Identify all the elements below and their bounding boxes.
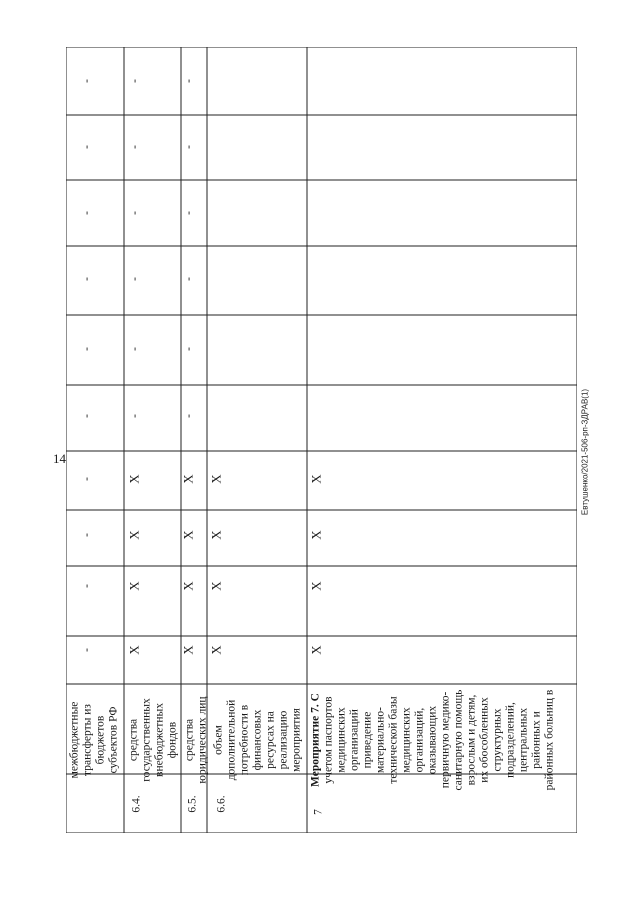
name-line: государственных: [140, 698, 153, 782]
value-cell: X: [308, 474, 324, 484]
name-line: фондов: [166, 721, 179, 759]
value-cell: X: [208, 530, 224, 540]
name-line: юридических лиц: [196, 696, 209, 784]
name-line: потребности в: [238, 704, 251, 776]
name-line: санитарную помощь: [452, 689, 465, 791]
value-cell: -: [127, 277, 141, 281]
name-line: материально-: [374, 707, 387, 773]
name-line: средства: [127, 718, 140, 762]
value-cell: X: [208, 581, 224, 591]
name-line: медицинских: [400, 707, 413, 773]
name-line: взрослым и детям,: [465, 694, 478, 786]
value-cell: -: [127, 414, 141, 418]
value-cell: -: [79, 648, 93, 652]
name-line: технической базы: [387, 696, 400, 784]
name-line: внебюджетных: [153, 703, 166, 777]
value-cell: -: [181, 347, 195, 351]
value-cell: X: [308, 581, 324, 591]
value-cell: X: [126, 530, 142, 540]
value-cell: -: [127, 145, 141, 149]
value-cell: -: [181, 414, 195, 418]
value-cell: -: [181, 79, 195, 83]
value-cell: X: [308, 530, 324, 540]
name-line: районных больниц в: [543, 689, 556, 791]
row-number-7: 7: [312, 809, 325, 815]
name-line: финансовых: [251, 709, 264, 771]
value-cell: X: [180, 645, 196, 655]
value-cell: -: [181, 277, 195, 281]
row-number-6-5: 6.5.: [186, 795, 199, 813]
name-line: первичную медико-: [439, 691, 452, 789]
name-line: реализацию: [277, 710, 290, 770]
value-cell: -: [127, 211, 141, 215]
row-number-6-6: 6.6.: [215, 795, 228, 813]
name-line: бюджетов: [94, 715, 107, 765]
name-line: Мероприятие 7. С: [309, 693, 322, 787]
value-cell: -: [79, 79, 93, 83]
value-cell: X: [208, 645, 224, 655]
name-line: дополнительной: [225, 699, 238, 781]
value-cell: -: [79, 211, 93, 215]
name-line: учетом паспортов: [322, 696, 335, 784]
name-line: структурных: [491, 708, 504, 772]
name-line: объем: [212, 725, 225, 755]
row-number-6-4: 6.4.: [130, 795, 143, 813]
name-line: центральных: [517, 707, 530, 773]
value-cell: X: [180, 474, 196, 484]
name-line: медицинских: [335, 707, 348, 773]
value-cell: -: [127, 347, 141, 351]
value-cell: -: [127, 79, 141, 83]
name-line: оказывающих: [426, 705, 439, 775]
value-cell: X: [126, 581, 142, 591]
data-table: [66, 47, 577, 833]
value-cell: X: [208, 474, 224, 484]
name-line: районных и: [530, 711, 543, 769]
value-cell: X: [126, 645, 142, 655]
name-line: субъектов РФ: [107, 706, 120, 774]
name-line: приведение: [361, 711, 374, 769]
name-line: мероприятия: [290, 708, 303, 772]
value-cell: -: [79, 533, 93, 537]
value-cell: X: [126, 474, 142, 484]
name-line: средства: [183, 718, 196, 762]
name-line: ресурсах на: [264, 711, 277, 769]
value-cell: -: [79, 414, 93, 418]
name-line: организаций,: [413, 707, 426, 773]
value-cell: -: [79, 347, 93, 351]
value-cell: X: [180, 581, 196, 591]
value-cell: X: [308, 645, 324, 655]
name-line: межбюджетные: [68, 701, 81, 779]
value-cell: -: [79, 477, 93, 481]
value-cell: -: [79, 584, 93, 588]
value-cell: -: [181, 211, 195, 215]
name-line: подразделений,: [504, 702, 517, 778]
value-cell: -: [79, 145, 93, 149]
value-cell: -: [79, 277, 93, 281]
document-stamp: Евтушенко/2021-506-рп-ЗДРАВ(1): [580, 388, 590, 516]
value-cell: -: [181, 145, 195, 149]
value-cell: X: [180, 530, 196, 540]
name-line: их обособленных: [478, 697, 491, 783]
name-line: трансферты из: [81, 704, 94, 776]
name-line: организаций: [348, 709, 361, 771]
page-number: 14: [53, 451, 66, 466]
